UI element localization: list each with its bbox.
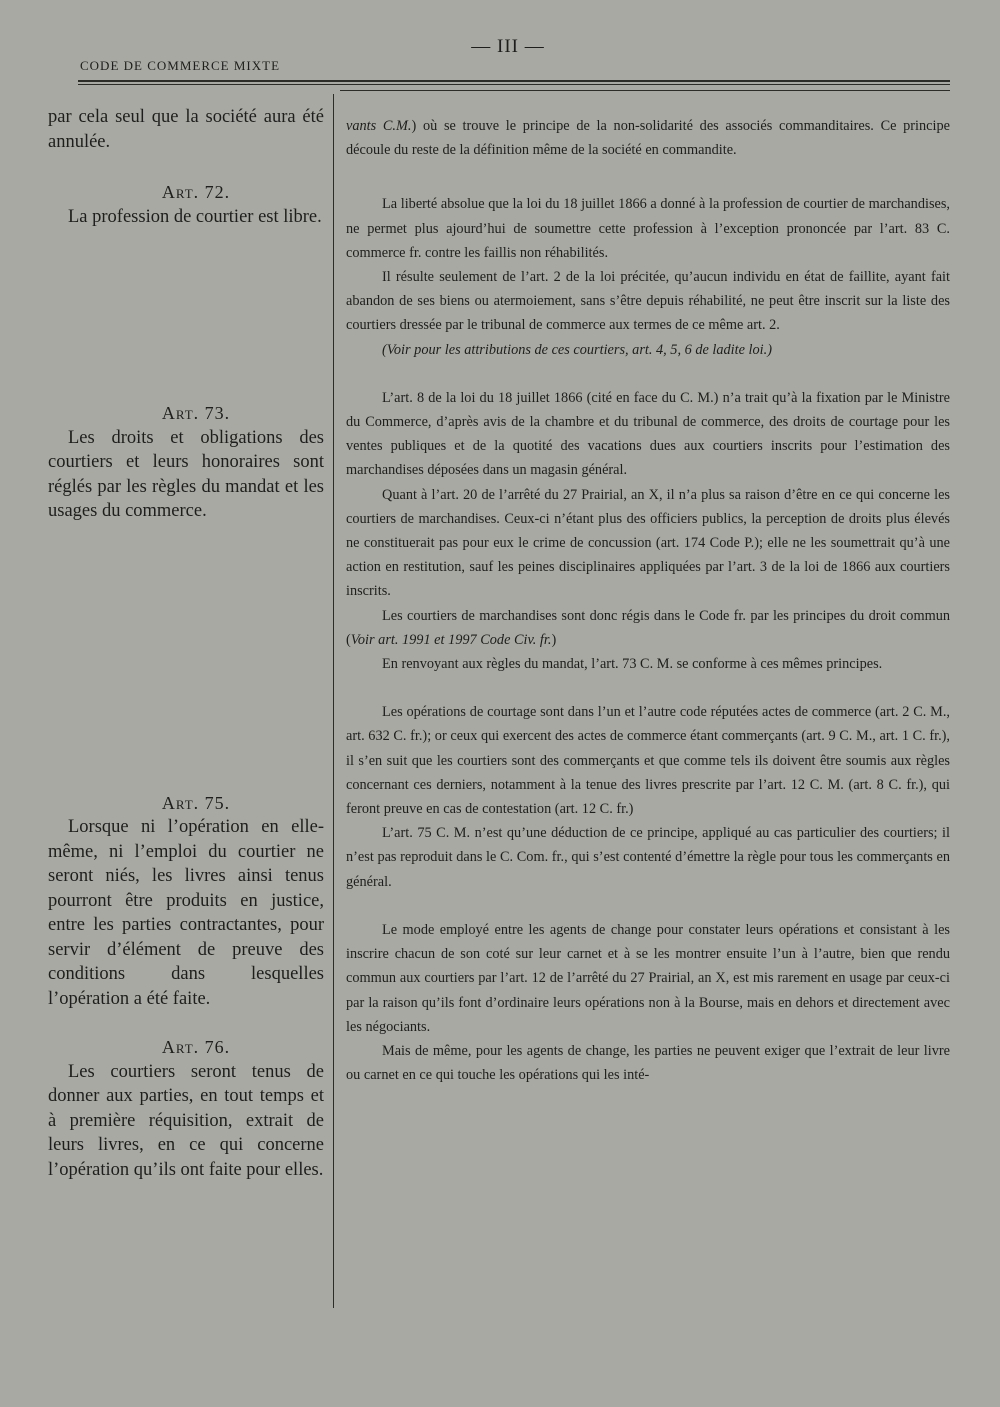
opening-text: par cela seul que la société aura été annulée. (48, 107, 324, 152)
article-text: Les droits et obligations des courtiers et leurs honoraires sont réglés par les règles du mandat et les usages du commerce. (48, 427, 324, 521)
page-number: — III — (471, 36, 545, 57)
italic-reference: vants C.M. (346, 118, 412, 134)
article-heading: Art. 72. (161, 182, 231, 202)
commentary-paragraph: Il résulte seulement de l’art. 2 de la loi précitée, qu’aucun individu en état de faillite, ayant fait abandon de ses biens ou atermoiement, sans s’être depuis réhabilité, ne peut être inscrit sur la liste des courtiers dressée par le tribunal de commerce aux termes de ce même art. 2. (346, 269, 950, 334)
article-heading: Art. 73. (161, 403, 231, 423)
article-text: La profession de courtier est libre. (68, 206, 322, 227)
article-73 (48, 401, 324, 524)
commentary-paragraph: Mais de même, pour les agents de change, les parties ne peuvent exiger que l’extrait de leur livre ou carnet en ce qui touche les opérations qui les inté- (346, 1042, 950, 1084)
article-text: Les courtiers seront tenus de donner aux parties, en tout temps et à première réquisition, extrait de leurs livres, en ce qui concerne l’opération qu’ils ont faite pour elles. (48, 1061, 324, 1180)
article-76 (48, 1035, 324, 1182)
article-75 (48, 791, 324, 1012)
commentary-paragraph: L’art. 8 de la loi du 18 juillet 1866 (cité en face du C. M.) n’a trait qu’à la fixation par le Ministre du Commerce, d’après avis de la chambre et du tribunal de commerce, des droits de courtage pour les ventes publiques et de la quotité des vacations dues aux courtiers inscrits pour l’estimation des marchandises déposées dans un magasin général. (346, 389, 950, 479)
commentary-paragraph: L’art. 75 C. M. n’est qu’une déduction de ce principe, appliqué au cas particulier des courtiers; il n’est pas reproduit dans le C. Com. fr., qui s’est contenté d’émettre la règle pour tous les commerçants en général. (346, 825, 950, 890)
header-rule-thin (78, 84, 950, 85)
commentary-paragraph: En renvoyant aux règles du mandat, l’art. 73 C. M. se conforme à ces mêmes principes. (382, 656, 883, 673)
article-heading: Art. 75. (161, 792, 231, 813)
commentary-paragraph: Les courtiers de marchandises sont donc régis dans le Code fr. par les principes du droit commun (Voir art. 1991 et 1997 Code Civ. fr.) (346, 607, 950, 648)
column-divider (333, 94, 334, 1308)
article-72 (48, 180, 324, 229)
right-column-commentary (346, 114, 950, 1087)
commentary-paragraph: Quant à l’art. 20 de l’arrêté du 27 Prairial, an X, il n’a plus sa raison d’être en ce qui concerne les courtiers de marchandises. Ceux-ci n’étant plus des officiers publics, la perception de droits plus élevés ne constituerait pas pour eux le crime de concussion (art. 174 Code P.); elle ne les soumettrait qu’à une action en restitution, sauf les peines disciplinaires appliquées par l’art. 3 de la loi de 1866 aux courtiers inscrits. (346, 486, 950, 600)
left-column-articles (48, 105, 324, 1182)
article-heading: Art. 76. (161, 1037, 231, 1057)
commentary-reference-note: (Voir pour les attributions de ces courtiers, art. 4, 5, 6 de ladite loi.) (382, 341, 772, 358)
commentary-paragraph: Les opérations de courtage sont dans l’un et l’autre code réputées actes de commerce (art. 2 C. M., art. 632 C. fr.); or ceux qui exercent des actes de commerce étant commerçants (art. 9 C. M., art. 1 C. fr.), il s’en suit que les courtiers sont des commerçants et que comme tels ils doivent être soumis aux règles concernant ces derniers, notamment à la tenue des livres prescrite par l’art. 12 C. M. (art. 8 C. fr.), qui feront preuve en cas de contestation (art. 12 C. fr.) (346, 704, 950, 818)
commentary-paragraph: vants C.M.) où se trouve le principe de la non-solidarité des associés commanditaires. Ce principe découle du reste de la définition même de la société en commandite. (346, 118, 950, 159)
column-header-rule (340, 90, 950, 91)
header-rule (78, 80, 950, 82)
article-text: Lorsque ni l’opération en elle-même, ni l’emploi du courtier ne seront niés, les livres ainsi tenus pourront être produits en justice, entre les parties contractantes, pour servir d’élément de preuve des conditions dans lesquelles l’opération a été faite. (48, 817, 324, 1009)
commentary-paragraph: La liberté absolue que la loi du 18 juillet 1866 a donné à la profession de courtier de marchandises, ne permet plus ajourd’hui de soumettre cette profession à l’exception prononcée par l’art. 83 C. commerce fr. contre les faillis non réhabilités. (346, 196, 950, 261)
commentary-paragraph: Le mode employé entre les agents de change pour constater leurs opérations et consistant à les inscrire chacun de son coté sur leur carnet et à se les montrer ensuite l’un à l’autre, bien que rendu commun aux courtiers par l’art. 12 de l’arrêté du 27 Prairial, an X, est mis rarement en usage par ceux-ci par la raison qu’ils font d’ordinaire leurs opérations non à la Bourse, mais en dehors et directement avec les négociants. (346, 921, 950, 1035)
italic-reference: Voir art. 1991 et 1997 Code Civ. fr. (350, 631, 552, 648)
running-head: CODE DE COMMERCE MIXTE (80, 58, 281, 73)
